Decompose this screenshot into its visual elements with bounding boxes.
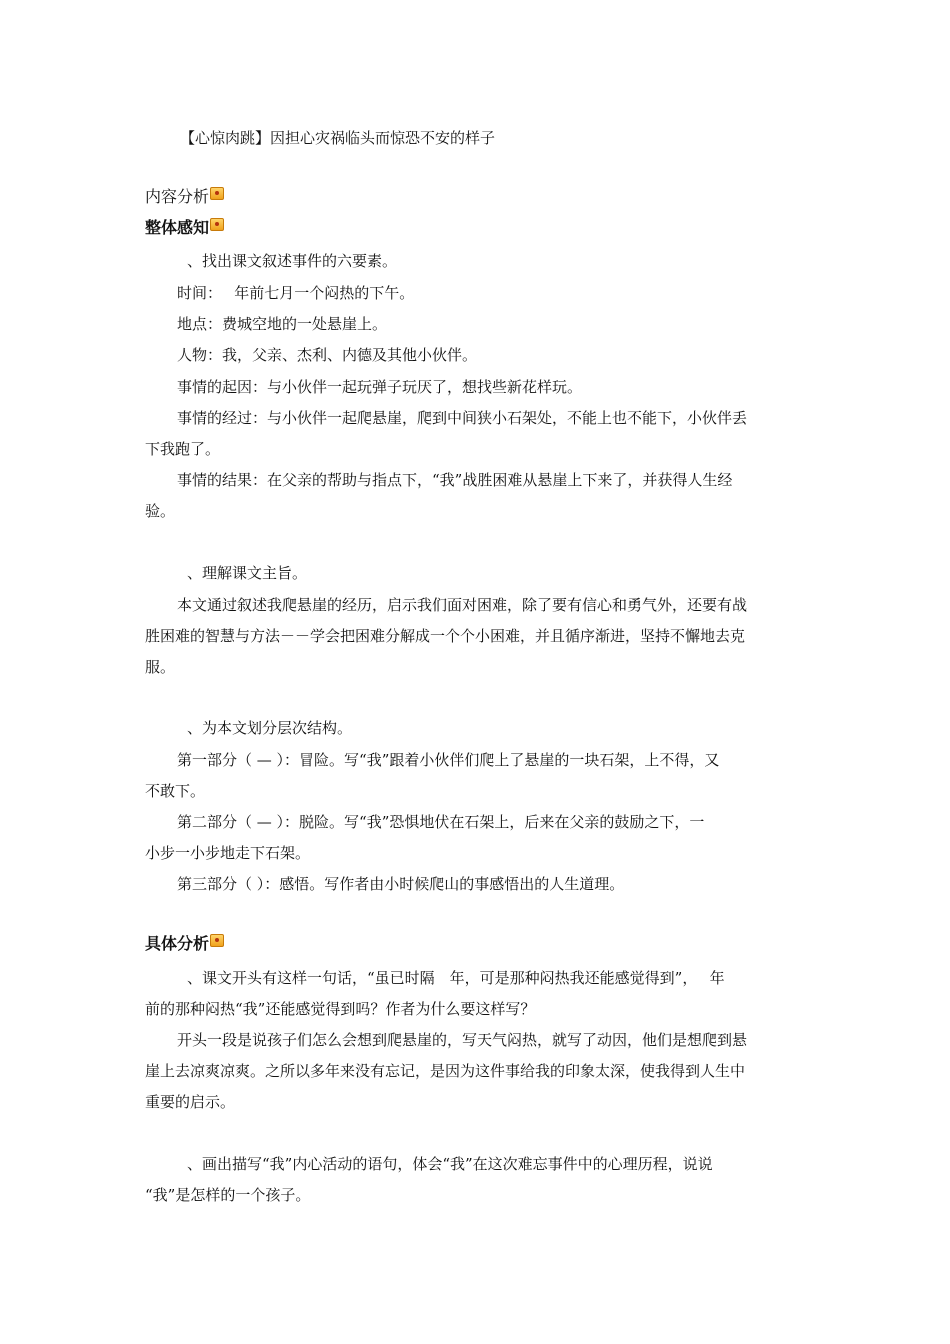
specific-question-2-line-1: 、画出描写“我”内心活动的语句，体会“我”在这次难忘事件中的心理历程，说说 [187,1155,713,1173]
heading-content-analysis [145,186,224,208]
part-1-line-1: 第一部分（ — ）：冒险。写“我”跟着小伙伴们爬上了悬崖的一块石架，上不得，又 [177,751,720,769]
part-3-line: 第三部分（ ）：感悟。写作者由小时候爬山的事感悟出的人生道理。 [177,875,625,893]
element-result-line-1: 事情的结果：在父亲的帮助与指点下，“我”战胜困难从悬崖上下来了，并获得人生经 [177,471,733,489]
theme-line-1: 本文通过叙述我爬悬崖的经历，启示我们面对困难，除了要有信心和勇气外，还要有战 [177,596,748,614]
part-1-line-2: 不敢下。 [145,782,206,800]
part-2-line-2: 小步一小步地走下石架。 [145,844,311,862]
heading-overall-perception-label: 整体感知 [145,218,210,237]
element-process-line-1: 事情的经过：与小伙伴一起爬悬崖，爬到中间狭小石架处，不能上也不能下，小伙伴丢 [177,409,748,427]
idiom-definition: 【心惊肉跳】因担心灾祸临头而惊恐不安的样子 [180,129,496,147]
specific-answer-1-line-2: 崖上去凉爽凉爽。之所以多年来没有忘记，是因为这件事给我的印象太深，使我得到人生中 [145,1062,746,1080]
element-result-line-2: 验。 [145,502,176,520]
question-3-title: 、为本文划分层次结构。 [187,719,353,737]
specific-question-1-line-2: 前的那种闷热“我”还能感觉得到吗？作者为什么要这样写？ [145,1000,536,1018]
specific-question-1-line-1: 、课文开头有这样一句话，“虽已时隔 年，可是那种闷热我还能感觉得到”， 年 [187,969,725,987]
heading-specific-analysis [145,933,224,955]
theme-line-2: 胜困难的智慧与方法－－学会把困难分解成一个个小困难，并且循序渐进，坚持不懈地去克 [145,627,746,645]
note-icon[interactable] [210,187,224,200]
heading-content-analysis-label: 内容分析 [145,187,210,206]
part-2-line-1: 第二部分（ — ）：脱险。写“我”恐惧地伏在石架上，后来在父亲的鼓励之下，一 [177,813,705,831]
heading-specific-analysis-label: 具体分析 [145,934,210,953]
element-people: 人物：我，父亲、杰利、内德及其他小伙伴。 [177,346,478,364]
specific-answer-1-line-1: 开头一段是说孩子们怎么会想到爬悬崖的，写天气闷热，就写了动因，他们是想爬到悬 [177,1031,748,1049]
element-cause: 事情的起因：与小伙伴一起玩弹子玩厌了，想找些新花样玩。 [177,378,583,396]
note-icon[interactable] [210,934,224,947]
heading-overall-perception [145,217,224,239]
specific-answer-1-line-3: 重要的启示。 [145,1093,236,1111]
element-place: 地点：费城空地的一处悬崖上。 [177,315,388,333]
theme-line-3: 服。 [145,658,176,676]
element-process-line-2: 下我跑了。 [145,440,221,458]
question-1-title: 、找出课文叙述事件的六要素。 [187,252,398,270]
question-2-title: 、理解课文主旨。 [187,564,308,582]
element-time: 时间： 年前七月一个闷热的下午。 [177,284,415,302]
note-icon[interactable] [210,218,224,231]
specific-question-2-line-2: “我”是怎样的一个孩子。 [145,1186,311,1204]
